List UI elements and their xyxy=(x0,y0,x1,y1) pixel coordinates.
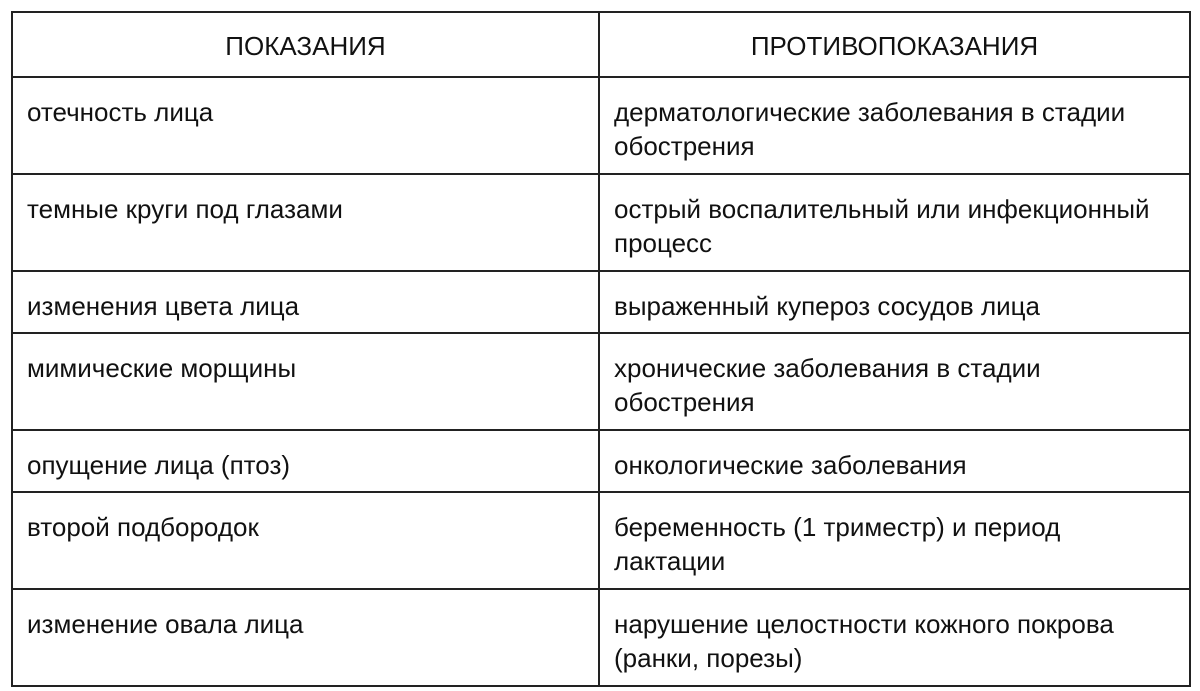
contraindication-cell: нарушение целостности кожного покрова (ранки, порезы) xyxy=(599,589,1190,686)
contraindication-cell: острый воспалительный или инфекционный процесс xyxy=(599,174,1190,271)
table-row xyxy=(12,174,1190,271)
table-row xyxy=(12,492,1190,589)
contraindication-cell: хронические заболевания в стадии обострения xyxy=(599,333,1190,430)
indication-cell: опущение лица (птоз) xyxy=(12,430,599,492)
contraindication-cell: беременность (1 триместр) и период лактации xyxy=(599,492,1190,589)
indication-cell: темные круги под глазами xyxy=(12,174,599,271)
contraindication-cell: онкологические заболевания xyxy=(599,430,1190,492)
indication-cell: мимические морщины xyxy=(12,333,599,430)
table-row xyxy=(12,271,1190,333)
indication-cell: отечность лица xyxy=(12,77,599,174)
table-row xyxy=(12,77,1190,174)
contraindication-cell: дерматологические заболевания в стадии обострения xyxy=(599,77,1190,174)
header-indications: ПОКАЗАНИЯ xyxy=(12,12,599,77)
contraindication-cell: выраженный купероз сосудов лица xyxy=(599,271,1190,333)
table-row xyxy=(12,430,1190,492)
indication-cell: изменения цвета лица xyxy=(12,271,599,333)
table-row xyxy=(12,333,1190,430)
table-header-row xyxy=(12,12,1190,77)
header-contraindications: ПРОТИВОПОКАЗАНИЯ xyxy=(599,12,1190,77)
indications-table xyxy=(11,11,1191,687)
indication-cell: второй подбородок xyxy=(12,492,599,589)
table-row xyxy=(12,589,1190,686)
indication-cell: изменение овала лица xyxy=(12,589,599,686)
